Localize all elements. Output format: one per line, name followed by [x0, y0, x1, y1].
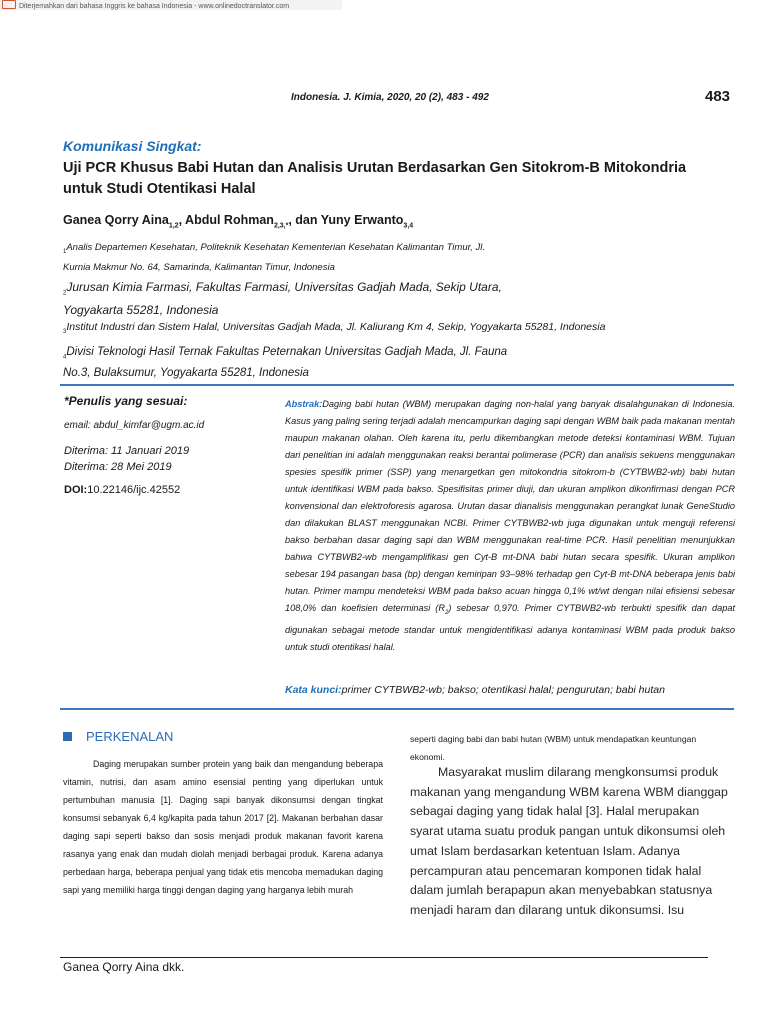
- abstract-subscript: 2: [444, 609, 449, 616]
- translator-banner-text: Diterjemahkan dari bahasa Inggris ke bahasa Indonesia - www.onlinedoctranslator.com: [19, 3, 290, 10]
- author-list: [63, 213, 413, 230]
- affiliation-line: No.3, Bulaksumur, Yogyakarta 55281, Indonesia: [63, 367, 309, 380]
- affiliation-number: 1: [63, 248, 67, 255]
- doi-value: 10.22146/ijc.42552: [87, 484, 181, 496]
- affiliation-line: Institut Industri dan Sistem Halal, Universitas Gadjah Mada, Jl. Kaliurang Km 4, Sekip, Yogyakarta 55281, Indonesia: [66, 321, 606, 333]
- doi[interactable]: [64, 484, 180, 496]
- affiliation-line: Kurnia Makmur No. 64, Samarinda, Kalimantan Timur, Indonesia: [63, 261, 335, 273]
- keywords-label: Kata kunci:: [285, 684, 342, 696]
- divider-top: [60, 384, 734, 386]
- article-type-label: Komunikasi Singkat:: [63, 138, 202, 154]
- section-heading: [63, 729, 173, 744]
- affiliation-number: 4: [63, 354, 67, 361]
- footer-divider: [60, 957, 708, 958]
- body-paragraph: Daging merupakan sumber protein yang baik dan mengandung beberapa vitamin, nutrisi, dan asam amino esensial penting yang diperlukan untuk pertumbuhan manusia [1]. Daging sapi banyak dikonsumsi dengan tingkat konsumsi sebanyak 6,4 kg/kapita pada tahun 2017 [2]. Makanan berbahan dasar daging sapi seperti bakso dan sosis menjadi produk makanan favorit karena rasanya yang enak dan mudah diolah menjadi berbagai produk. Karena adanya perbedaan harga, beberapa penjual yang tidak etis mencoba memadukan daging sapi yang memiliki harga tinggi dengan daging yang harganya lebih murah: [63, 759, 383, 895]
- translator-banner[interactable]: [0, 0, 342, 10]
- section-heading-text: PERKENALAN: [86, 729, 174, 744]
- affiliation-line: Yogyakarta 55281, Indonesia: [63, 303, 219, 318]
- author-affiliation-marker: 1,2: [168, 222, 179, 230]
- doi-label: DOI:: [64, 484, 88, 496]
- translator-logo-icon: [2, 0, 16, 9]
- abstract-text-end: ) sebesar 0,970. Primer CYTBWB2-wb terbukti spesifik dan dapat digunakan sebagai metode standar untuk mengidentifikasi adanya kontaminasi WBM pada produk bakso untuk studi otentikasi halal.: [285, 603, 735, 652]
- affiliation-line: Divisi Teknologi Hasil Ternak Fakultas Peternakan Universitas Gadjah Mada, Jl. Fauna: [66, 346, 508, 358]
- body-column-left: [63, 755, 383, 899]
- keywords: [285, 684, 665, 696]
- body-column-right: [410, 763, 732, 921]
- affiliation-3: [63, 320, 605, 340]
- abstract-label: Abstrak:: [285, 399, 323, 409]
- affiliation-line: Analis Departemen Kesehatan, Politeknik Kesehatan Kementerian Kesehatan Kalimantan Timur, Jl.: [66, 242, 486, 253]
- affiliation-number: 3: [63, 329, 67, 336]
- affiliation-4: [63, 344, 507, 381]
- affiliation-number: 2: [63, 290, 67, 297]
- author-name: Yuny Erwanto: [320, 213, 404, 227]
- divider-bottom: [60, 708, 734, 710]
- affiliation-1: [63, 240, 485, 276]
- article-title: Uji PCR Khusus Babi Hutan dan Analisis Urutan Berdasarkan Gen Sitokrom-B Mitokondria untuk Studi Otentikasi Halal: [63, 160, 687, 197]
- keywords-text: primer CYTBWB2-wb; bakso; otentikasi halal; pengurutan; babi hutan: [341, 684, 665, 696]
- affiliation-line: Jurusan Kimia Farmasi, Fakultas Farmasi, Universitas Gadjah Mada, Sekip Utara,: [66, 280, 502, 294]
- received-dates: [64, 443, 189, 475]
- abstract-text: Daging babi hutan (WBM) merupakan daging non-halal yang banyak disalahgunakan di Indonesia. Kasus yang paling sering terjadi adalah mencampurkan daging sapi dengan WBM baik pada makanan mentah maupun makanan olahan. Oleh karena itu, perlu dikembangkan metode deteksi kontaminasi WBM. Tujuan dari penelitian ini adalah menggunakan reaksi berantai polimerase (PCR) dan analisis sekuens menggunakan spesies spesifik primer (SSP) yang menargetkan gen mitokondria sitokrom-b (CYTBWB2-wb) babi hutan untuk identifikasi WBM pada bakso. Spesifisitas primer diuji, dan ukuran amplikon dikonfirmasi dengan PCR konvensional dan elektroforesis agarosa. Urutan dasar dianalisis menggunakan perangkat lunak GeneStudio dan dilakukan BLAST menggunakan NCBI. Primer CYTBWB2-wb juga digunakan untuk menguji referensi bakso berbahan dasar daging sapi dan WBM menggunakan real-time PCR. Hasil penelitian menunjukkan bahwa CYTBWB2-wb mengamplifikasi gen Cyt-B mt-DNA babi hutan secara spesifik. Ukuran amplikon sebesar 194 pasangan basa (bp) dengan kemiripan 93–98% terhadap gen Cyt-B mt-DNA beberapa jenis babi hutan. Primer mampu mendeteksi WBM pada bakso acuan hingga 0,1% wt/wt dengan nilai efisiensi sebesar 108,0% dan koefisien determinasi (R: [285, 399, 735, 613]
- affiliation-2: [63, 279, 502, 319]
- author-affiliation-marker: 3,4: [403, 222, 414, 230]
- corresponding-author-email[interactable]: email: abdul_kimfar@ugm.ac.id: [64, 420, 205, 431]
- received-date: Diterima: 11 Januari 2019: [64, 445, 190, 457]
- body-column-right-continuation: seperti daging babi dan babi hutan (WBM) untuk mendapatkan keuntungan ekonomi.: [410, 734, 697, 762]
- author-separator: ,: [178, 213, 186, 227]
- author-separator: , dan: [288, 213, 321, 227]
- author-name: Abdul Rohman: [185, 213, 274, 227]
- footer-author: Ganea Qorry Aina dkk.: [63, 960, 185, 974]
- page-number: 483: [705, 88, 731, 105]
- body-paragraph: Masyarakat muslim dilarang mengkonsumsi produk makanan yang mengandung WBM karena WBM dianggap sebagai daging yang tidak halal [3]. Halal merupakan syarat utama suatu produk pangan untuk dikonsumsi oleh umat Islam berdasarkan ketentuan Islam. Adanya percampuran atau pencemaran komponen tidak halal dalam jumlah berapapun akan menyebabkan statusnya menjadi haram dan dilarang untuk dikonsumsi. Isu: [410, 765, 728, 917]
- section-bullet-icon: [63, 732, 72, 741]
- author-name: Ganea Qorry Aina: [63, 213, 169, 227]
- author-affiliation-marker: 2,3,*: [273, 222, 289, 230]
- abstract: [285, 396, 735, 656]
- accepted-date: Diterima: 28 Mei 2019: [64, 461, 172, 473]
- journal-citation: Indonesia. J. Kimia, 2020, 20 (2), 483 - 492: [291, 92, 489, 103]
- corresponding-author-title: *Penulis yang sesuai:: [64, 394, 188, 408]
